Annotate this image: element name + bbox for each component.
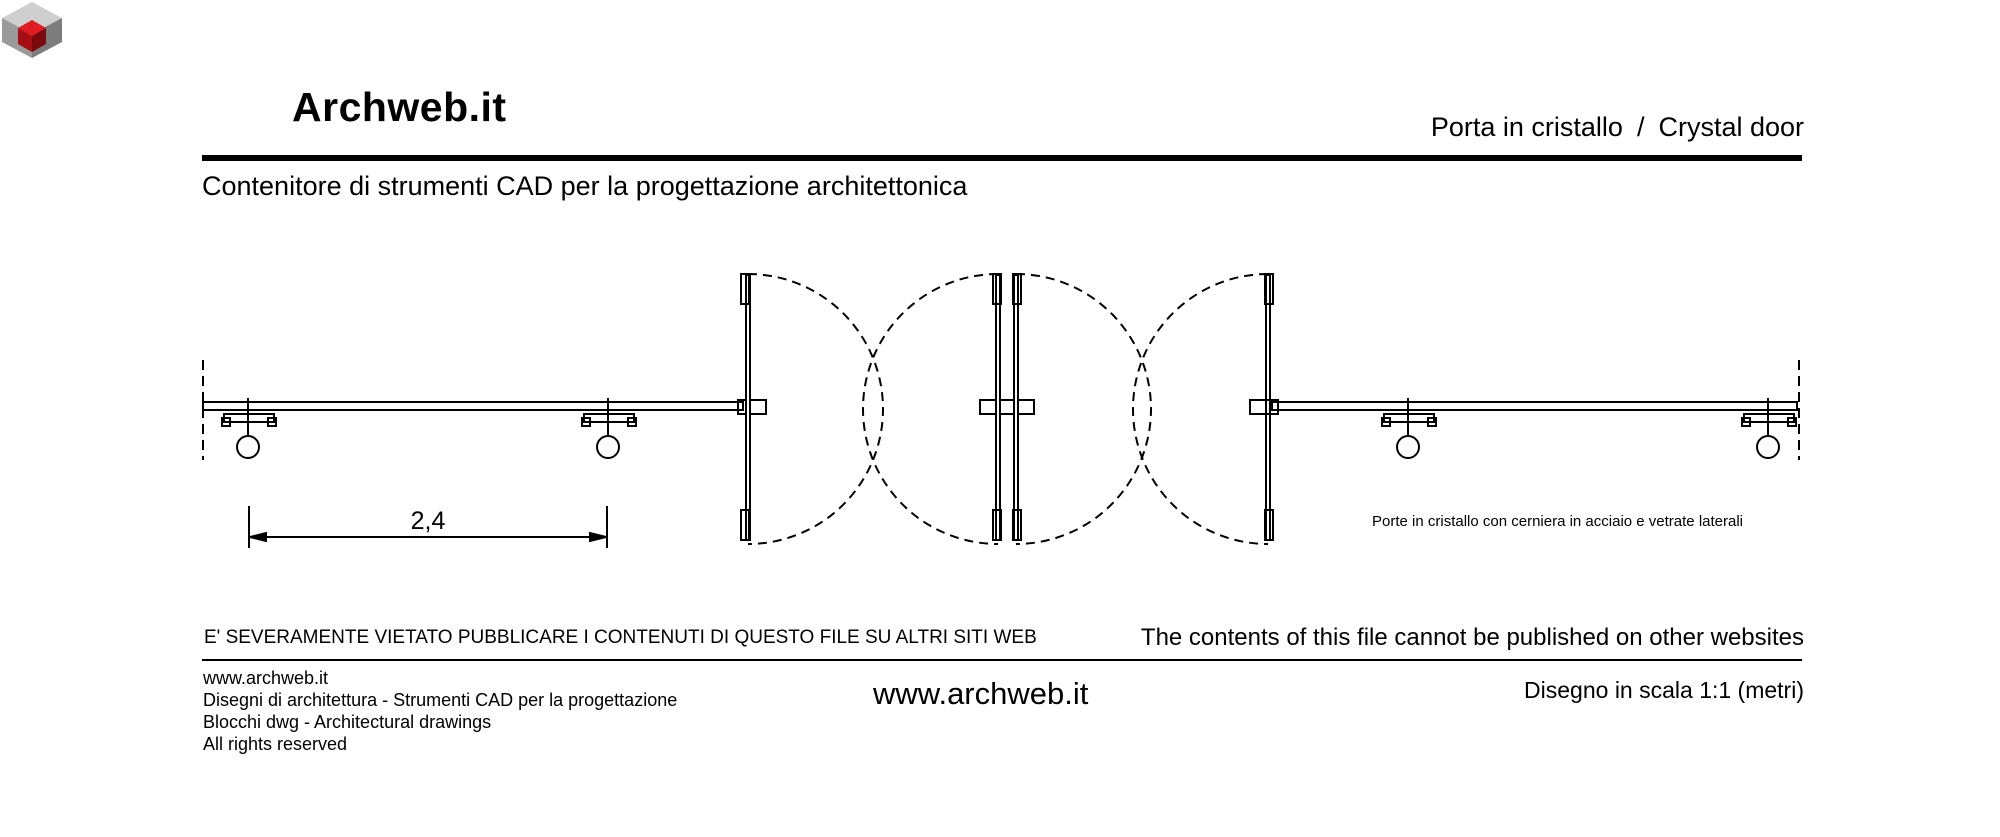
pivot-block-center — [980, 400, 1034, 414]
copyright-notice-italian: E' SEVERAMENTE VIETATO PUBBLICARE I CONTENUTI DI QUESTO FILE SU ALTRI SITI WEB — [204, 627, 1037, 648]
sidelight-left — [203, 402, 743, 410]
glass-clamp-left-1 — [222, 398, 276, 458]
brand-name: Archweb.it — [292, 84, 507, 130]
door-leaf-2 — [996, 275, 1000, 540]
copyright-notice-english: The contents of this file cannot be published on other websites — [1140, 624, 1804, 651]
title-italian: Porta in cristallo — [1430, 112, 1623, 142]
title-separator: / — [1636, 112, 1645, 142]
door-leaf-3 — [1014, 275, 1018, 540]
subtitle: Contenitore di strumenti CAD per la progettazione architettonica — [202, 171, 968, 201]
dimension-label: 2,4 — [410, 507, 446, 535]
glass-clamp-right-2 — [1742, 398, 1796, 458]
door-leaf-4 — [1266, 275, 1270, 540]
footer-info — [203, 667, 677, 755]
footer-line-rights: All rights reserved — [203, 734, 348, 754]
drawing-scale: Disegno in scala 1:1 (metri) — [1524, 677, 1804, 703]
footer-rule — [202, 659, 1802, 661]
glass-clamp-left-2 — [582, 398, 636, 458]
title-english: Crystal door — [1658, 112, 1804, 142]
footer-line-description: Disegni di architettura - Strumenti CAD per la progettazione — [203, 690, 678, 710]
footer-line-blocks: Blocchi dwg - Architectural drawings — [203, 712, 492, 732]
glass-clamp-right-1 — [1382, 398, 1436, 458]
footer-site-link[interactable]: www.archweb.it — [873, 676, 1089, 711]
door-swing-arc-4 — [1133, 274, 1268, 544]
sidelight-right — [1272, 402, 1797, 410]
door-swing-arc-3 — [1016, 274, 1151, 544]
door-leaf-1 — [746, 275, 750, 540]
footer-line-website: www.archweb.it — [203, 668, 329, 688]
drawing-caption: Porte in cristallo con cerniera in acciaio e vetrate laterali — [1372, 513, 1744, 530]
